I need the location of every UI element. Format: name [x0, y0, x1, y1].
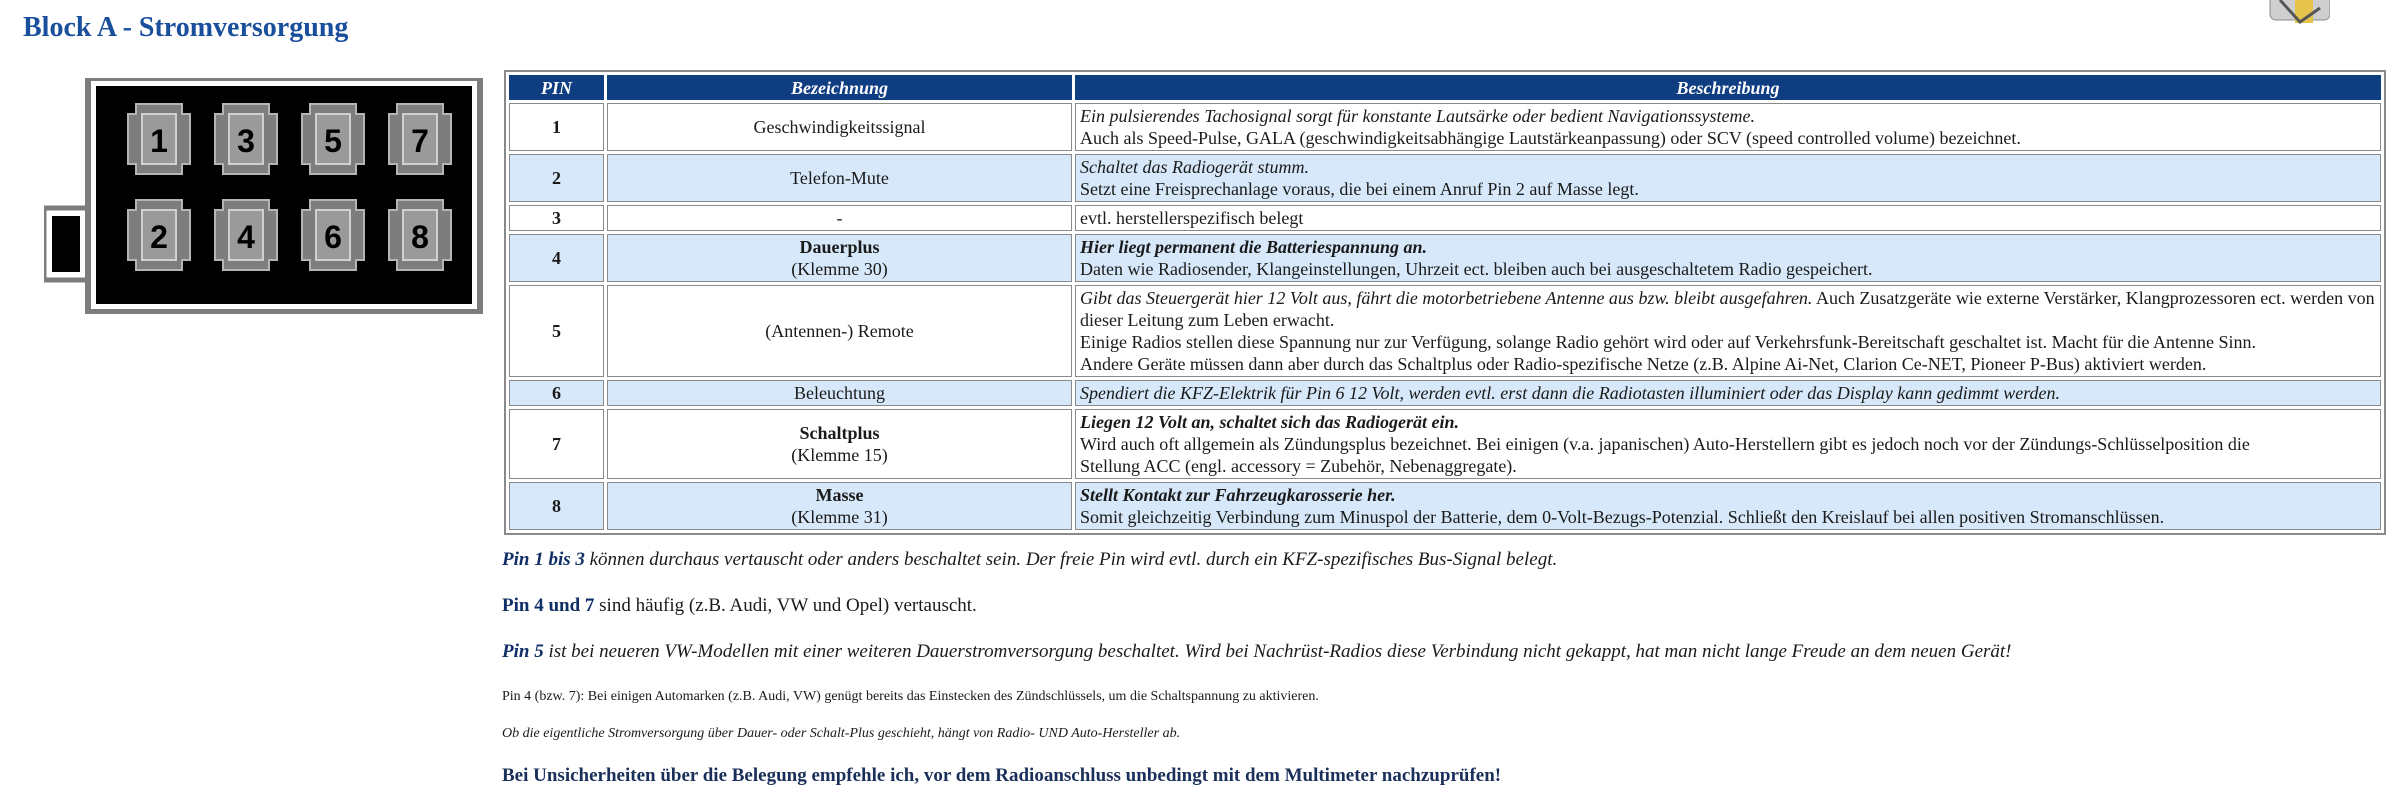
table-row	[509, 205, 2381, 231]
note-pins-4-7	[502, 595, 977, 617]
pin-description	[1075, 380, 2381, 406]
pin-number: 4	[509, 234, 604, 282]
desc-detail: Wird auch oft allgemein als Zündungsplus bezeichnet. Bei einigen (v.a. japanischen) Auto-Herstellern gibt es jedoch noch vor der Zündungs-Schlüsselposition die	[1080, 434, 2250, 454]
pin-number: 6	[509, 380, 604, 406]
pin-label-main: Schaltplus	[799, 423, 880, 443]
pin-label: Telefon-Mute	[607, 154, 1072, 202]
pin-label-main: Dauerplus	[799, 237, 880, 257]
desc-detail: Einige Radios stellen diese Spannung nur zur Verfügung, solange Radio gehört wird oder auf Verkehrsfunk-Bereitschaft geschaltet ist. Macht für die Antenne Sinn.	[1080, 332, 2257, 352]
page-title: Block A - Stromversorgung	[23, 12, 349, 43]
connector-pin-label: 3	[237, 123, 255, 159]
pin-label	[607, 409, 1072, 479]
pin-label	[607, 482, 1072, 530]
pin-label-main: Masse	[815, 485, 864, 505]
header-beschreibung: Beschreibung	[1075, 75, 2381, 100]
note-text: sind häufig (z.B. Audi, VW und Opel) vertauscht.	[594, 595, 977, 616]
pin-number: 2	[509, 154, 604, 202]
note-lead: Pin 1 bis 3	[502, 549, 585, 570]
connector-pin-2	[128, 200, 190, 270]
connector-pin-label: 6	[324, 219, 342, 255]
pin-description	[1075, 234, 2381, 282]
desc-detail: Somit gleichzeitig Verbindung zum Minuspol der Batterie, dem 0-Volt-Bezugs-Potenzial. Schließt den Kreislauf bei allen positiven Stromanschlüssen.	[1080, 507, 2165, 527]
desc-summary: Spendiert die KFZ-Elektrik für Pin 6 12 Volt, werden evtl. erst dann die Radiotasten illuminiert oder das Display kann gedimmt werden.	[1080, 383, 2061, 403]
table-row	[509, 154, 2381, 202]
connector-pin-1	[128, 104, 190, 174]
pin-label: (Antennen-) Remote	[607, 285, 1072, 377]
note-text: können durchaus vertauscht oder anders beschaltet sein. Der freie Pin wird evtl. durch ein KFZ-spezifisches Bus-Signal belegt.	[584, 549, 1558, 570]
connector-pin-label: 1	[150, 123, 168, 159]
pin-label-sub: (Klemme 15)	[791, 445, 888, 465]
pin-number: 5	[509, 285, 604, 377]
desc-detail: evtl. herstellerspezifisch belegt	[1080, 208, 1304, 228]
connector-pin-3	[215, 104, 277, 174]
connector-pin-7	[389, 104, 451, 174]
connector-pin-6	[302, 200, 364, 270]
pin-description	[1075, 285, 2381, 377]
desc-detail: Andere Geräte müssen dann aber durch das Schaltplus oder Radio-spezifische Netze (z.B. Alpine Ai-Net, Clarion Ce-NET, Pioneer P-Bus) aktiviert werden.	[1080, 354, 2207, 374]
table-row	[509, 409, 2381, 479]
note-text: ist bei neueren VW-Modellen mit einer weiteren Dauerstromversorgung beschaltet. Wird bei Nachrüst-Radios diese Verbindung nicht gekappt, hat man nicht lange Freude an dem neuen Gerät!	[543, 641, 2012, 662]
pin-label: -	[607, 205, 1072, 231]
connector-pin-label: 8	[411, 219, 429, 255]
desc-detail: Stellung ACC (engl. accessory = Zubehör, Nebenaggregate).	[1080, 456, 1517, 476]
pin-description	[1075, 482, 2381, 530]
pin-description	[1075, 154, 2381, 202]
pin-label-sub: (Klemme 30)	[791, 259, 888, 279]
pin-description	[1075, 103, 2381, 151]
connector-pin-5	[302, 104, 364, 174]
connector-pin-label: 5	[324, 123, 342, 159]
pin-label: Beleuchtung	[607, 380, 1072, 406]
pin-label: Geschwindigkeitssignal	[607, 103, 1072, 151]
header-pin: PIN	[509, 75, 604, 100]
pin-number: 7	[509, 409, 604, 479]
note-pins-1-3	[502, 549, 1557, 571]
pin-assignment-table	[504, 70, 2386, 535]
desc-summary: Ein pulsierendes Tachosignal sorgt für konstante Lautsärke oder bedient Navigationssysteme.	[1080, 106, 1755, 126]
note-lead: Pin 4 und 7	[502, 595, 595, 616]
device-photo-image	[2240, 0, 2330, 30]
note-pin-5	[502, 641, 2012, 663]
connector-pin-8	[389, 200, 451, 270]
note-small-supply: Ob die eigentliche Stromversorgung über Dauer- oder Schalt-Plus geschieht, hängt von Radio- UND Auto-Hersteller ab.	[502, 726, 1181, 741]
desc-continuation: Auch Zusatzgeräte wie externe Verstärker, Klangprozessoren ect. werden von dieser Leitung zum Leben erwacht.	[1080, 288, 2375, 330]
note-lead: Pin 5	[502, 641, 544, 662]
desc-summary: Hier liegt permanent die Batteriespannung an.	[1080, 237, 1428, 257]
connector-pin-4	[215, 200, 277, 270]
connector-pin-label: 2	[150, 219, 168, 255]
desc-summary: Schaltet das Radiogerät stumm.	[1080, 157, 1309, 177]
desc-summary: Gibt das Steuergerät hier 12 Volt aus, fährt die motorbetriebene Antenne aus bzw. bleibt ausgefahren.	[1080, 288, 1813, 308]
desc-summary: Stellt Kontakt zur Fahrzeugkarosserie her.	[1080, 485, 1396, 505]
note-small-pin-4: Pin 4 (bzw. 7): Bei einigen Automarken (z.B. Audi, VW) genügt bereits das Einstecken des Zündschlüssels, um die Schaltspannung zu aktivieren.	[502, 689, 1319, 704]
desc-detail: Daten wie Radiosender, Klangeinstellungen, Uhrzeit ect. bleiben auch bei ausgeschaltetem Radio gespeichert.	[1080, 259, 1873, 279]
table-row	[509, 482, 2381, 530]
connector-pin-label: 7	[411, 123, 429, 159]
table-row	[509, 285, 2381, 377]
connector-pin-label: 4	[237, 219, 255, 255]
pin-description	[1075, 409, 2381, 479]
table-row	[509, 103, 2381, 151]
table-row	[509, 380, 2381, 406]
header-bezeichnung: Bezeichnung	[607, 75, 1072, 100]
pin-number: 3	[509, 205, 604, 231]
pin-label-sub: (Klemme 31)	[791, 507, 888, 527]
table-row	[509, 234, 2381, 282]
pin-label	[607, 234, 1072, 282]
desc-summary: Liegen 12 Volt an, schaltet sich das Radiogerät ein.	[1080, 412, 1460, 432]
pin-number: 1	[509, 103, 604, 151]
desc-detail: Auch als Speed-Pulse, GALA (geschwindigkeitsabhängige Lautstärkeanpassung) oder SCV (speed controlled volume) bezeichnet.	[1080, 128, 2021, 148]
pin-description	[1075, 205, 2381, 231]
pin-number: 8	[509, 482, 604, 530]
table-header-row	[509, 75, 2381, 100]
desc-detail: Setzt eine Freisprechanlage voraus, die bei einem Anruf Pin 2 auf Masse legt.	[1080, 179, 1639, 199]
iso-connector-diagram	[44, 78, 484, 314]
note-warning: Bei Unsicherheiten über die Belegung empfehle ich, vor dem Radioanschluss unbedingt mit dem Multimeter nachzuprüfen!	[502, 765, 1502, 786]
